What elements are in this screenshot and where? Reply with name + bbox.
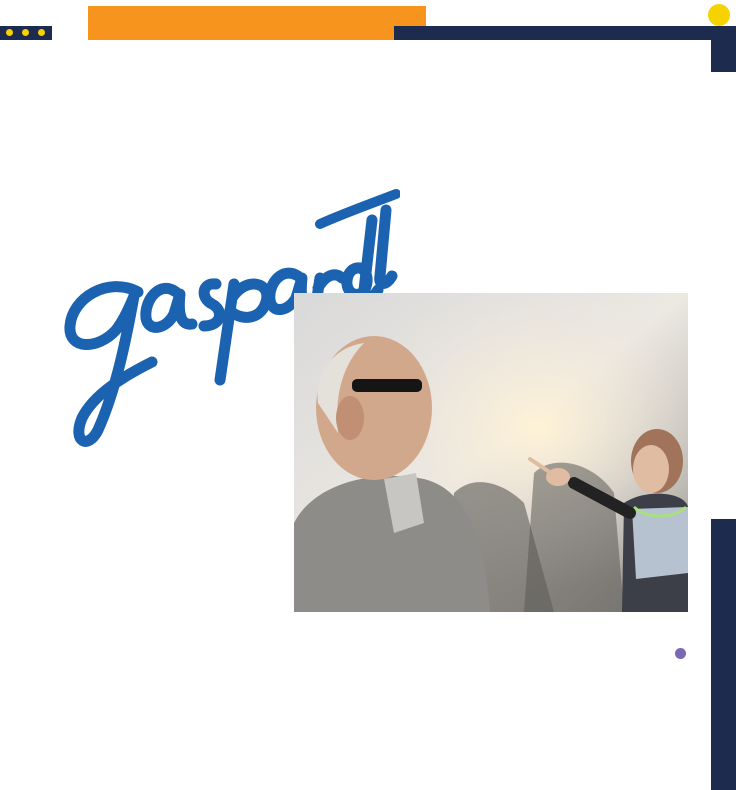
dot [38, 29, 45, 36]
article-body [300, 647, 690, 662]
left-dot-strip [0, 26, 52, 40]
article-line [300, 647, 690, 662]
newsletter-box [402, 45, 694, 46]
right-dot-strip-bottom [711, 519, 736, 790]
page-number-badge [708, 4, 730, 26]
event-photo [294, 293, 688, 612]
right-dot-strip-top [711, 26, 736, 72]
dot [6, 29, 13, 36]
photo-illustration [294, 293, 688, 612]
dot [22, 29, 29, 36]
top-dot-strip [394, 26, 736, 40]
bullet-icon [675, 648, 686, 659]
section-tab [88, 6, 426, 40]
